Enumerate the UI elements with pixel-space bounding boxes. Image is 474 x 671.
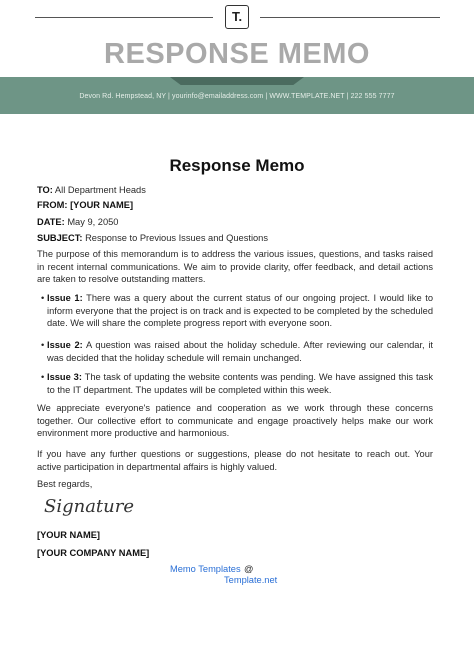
to-label: TO:: [37, 185, 53, 195]
signature: Signature: [44, 496, 135, 517]
memo-title: Response Memo: [169, 156, 305, 175]
sign-name: [YOUR NAME]: [37, 530, 101, 540]
template-net-link[interactable]: Template.net: [224, 575, 278, 585]
from-line: [37, 199, 433, 212]
memo-templates-link[interactable]: Memo Templates: [170, 564, 241, 574]
issue-3: [47, 371, 433, 396]
sign-company: [YOUR COMPANY NAME]: [37, 548, 150, 558]
subject-line: [37, 232, 433, 245]
bullet-dot: •: [41, 372, 45, 382]
to-line: [37, 184, 433, 197]
questions-paragraph: If you have any further questions or suggestions, please do not hesitate to reach out. Your active participation in departmental affairs is highly valued.: [37, 449, 433, 472]
to-value: All Department Heads: [54, 185, 146, 195]
issue-2: [47, 339, 433, 364]
issue-3-label: Issue 3:: [47, 372, 82, 382]
issue-1-text: There was a query about the current status of our ongoing project. I would like to inform everyone that the project is on track and is expected to be completed by the scheduled date. We will share the complete progress report with everyone soon.: [47, 293, 434, 328]
band-tab-decoration: [170, 77, 304, 85]
issue-2-text: A question was raised about the holiday schedule. After reviewing our calendar, it was decided that the holiday schedule will remain unchanged.: [47, 340, 433, 363]
issue-1-label: Issue 1:: [47, 293, 83, 303]
issue-1: [47, 292, 433, 330]
subject-label: SUBJECT:: [37, 233, 83, 243]
bullet-dot: •: [41, 340, 45, 350]
footer-at-sign: @: [244, 564, 254, 574]
date-label: DATE:: [37, 217, 65, 227]
closing-line: Best regards,: [37, 479, 93, 489]
issue-2-label: Issue 2:: [47, 340, 83, 350]
subject-value: Response to Previous Issues and Questions: [85, 233, 269, 243]
template-logo: T.: [225, 5, 249, 29]
date-line: [37, 216, 433, 229]
appreciation-paragraph: We appreciate everyone's patience and cooperation as we work through these concerns together. Our collective effort to communicate and engage proactively helps make our work environment more productive and harmonious.: [37, 403, 433, 438]
contact-info: Devon Rd. Hempstead, NY | yourinfo@emailaddress.com | WWW.TEMPLATE.NET | 222 555 7777: [79, 93, 395, 100]
date-value: May 9, 2050: [67, 217, 119, 227]
header-rule-right: [260, 17, 440, 18]
header-rule-left: [35, 17, 213, 18]
from-value: [YOUR NAME]: [70, 200, 134, 210]
intro-paragraph: The purpose of this memorandum is to address the various issues, questions, and tasks raised in recent internal communications. We aim to provide clarity, offer feedback, and detail actions are taken to resolve outstanding matters.: [37, 249, 433, 284]
bullet-dot: •: [41, 293, 45, 303]
issue-3-text: The task of updating the website contents was pending. We have assigned this task to the IT department. The updates will be completed within this week.: [47, 372, 433, 395]
from-label: FROM:: [37, 200, 68, 210]
banner-title: RESPONSE MEMO: [104, 38, 370, 70]
